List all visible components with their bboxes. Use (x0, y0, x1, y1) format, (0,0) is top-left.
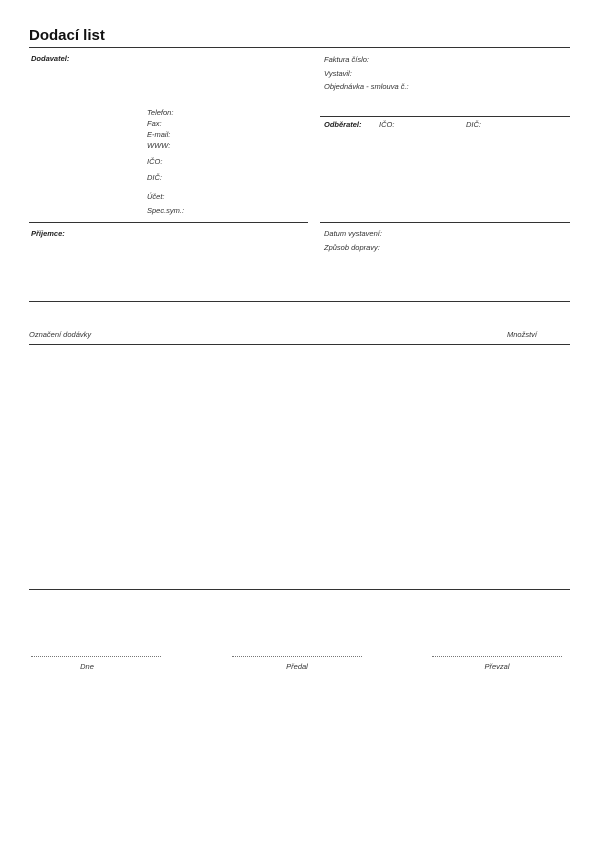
supplier-ucet-label: Účet: (147, 192, 165, 201)
recipient-heading: Příjemce: (31, 229, 65, 238)
supplier-telefon-label: Telefon: (147, 108, 174, 117)
items-col-name: Označení dodávky (29, 330, 92, 339)
signature-prevzal-label: Převzal (484, 662, 510, 671)
order-contract-label: Objednávka - smlouva č.: (324, 82, 409, 91)
transport-method-label: Způsob dopravy: (324, 243, 380, 252)
customer-bottom-divider (320, 222, 570, 223)
title-divider (29, 47, 570, 48)
supplier-heading: Dodavatel: (31, 54, 70, 63)
supplier-email-label: E-mail: (147, 130, 171, 139)
customer-dic-label: DIČ: (466, 120, 481, 129)
predal-dotted-line (232, 656, 362, 657)
invoice-number-label: Faktura číslo: (324, 55, 370, 64)
signature-dne-label: Dne (80, 662, 94, 671)
document-title: Dodací list (29, 27, 105, 44)
dne-dotted-line (31, 656, 161, 657)
supplier-dic-label: DIČ: (147, 173, 162, 182)
recipient-divider (29, 301, 570, 302)
prevzal-dotted-line (432, 656, 562, 657)
supplier-www-label: WWW: (147, 141, 171, 150)
issued-by-label: Vystavil: (324, 69, 352, 78)
items-bottom-divider (29, 589, 570, 590)
customer-heading: Odběratel: (324, 120, 362, 129)
supplier-specsym-label: Spec.sym.: (147, 206, 185, 215)
customer-top-divider (320, 116, 570, 117)
supplier-fax-label: Fax: (147, 119, 162, 128)
supplier-divider (29, 222, 308, 223)
items-header-divider (29, 344, 570, 345)
supplier-ico-label: IČO: (147, 157, 163, 166)
customer-ico-label: IČO: (379, 120, 395, 129)
items-col-qty: Množství (507, 330, 538, 339)
issue-date-label: Datum vystavení: (324, 229, 382, 238)
signature-predal-label: Předal (286, 662, 308, 671)
